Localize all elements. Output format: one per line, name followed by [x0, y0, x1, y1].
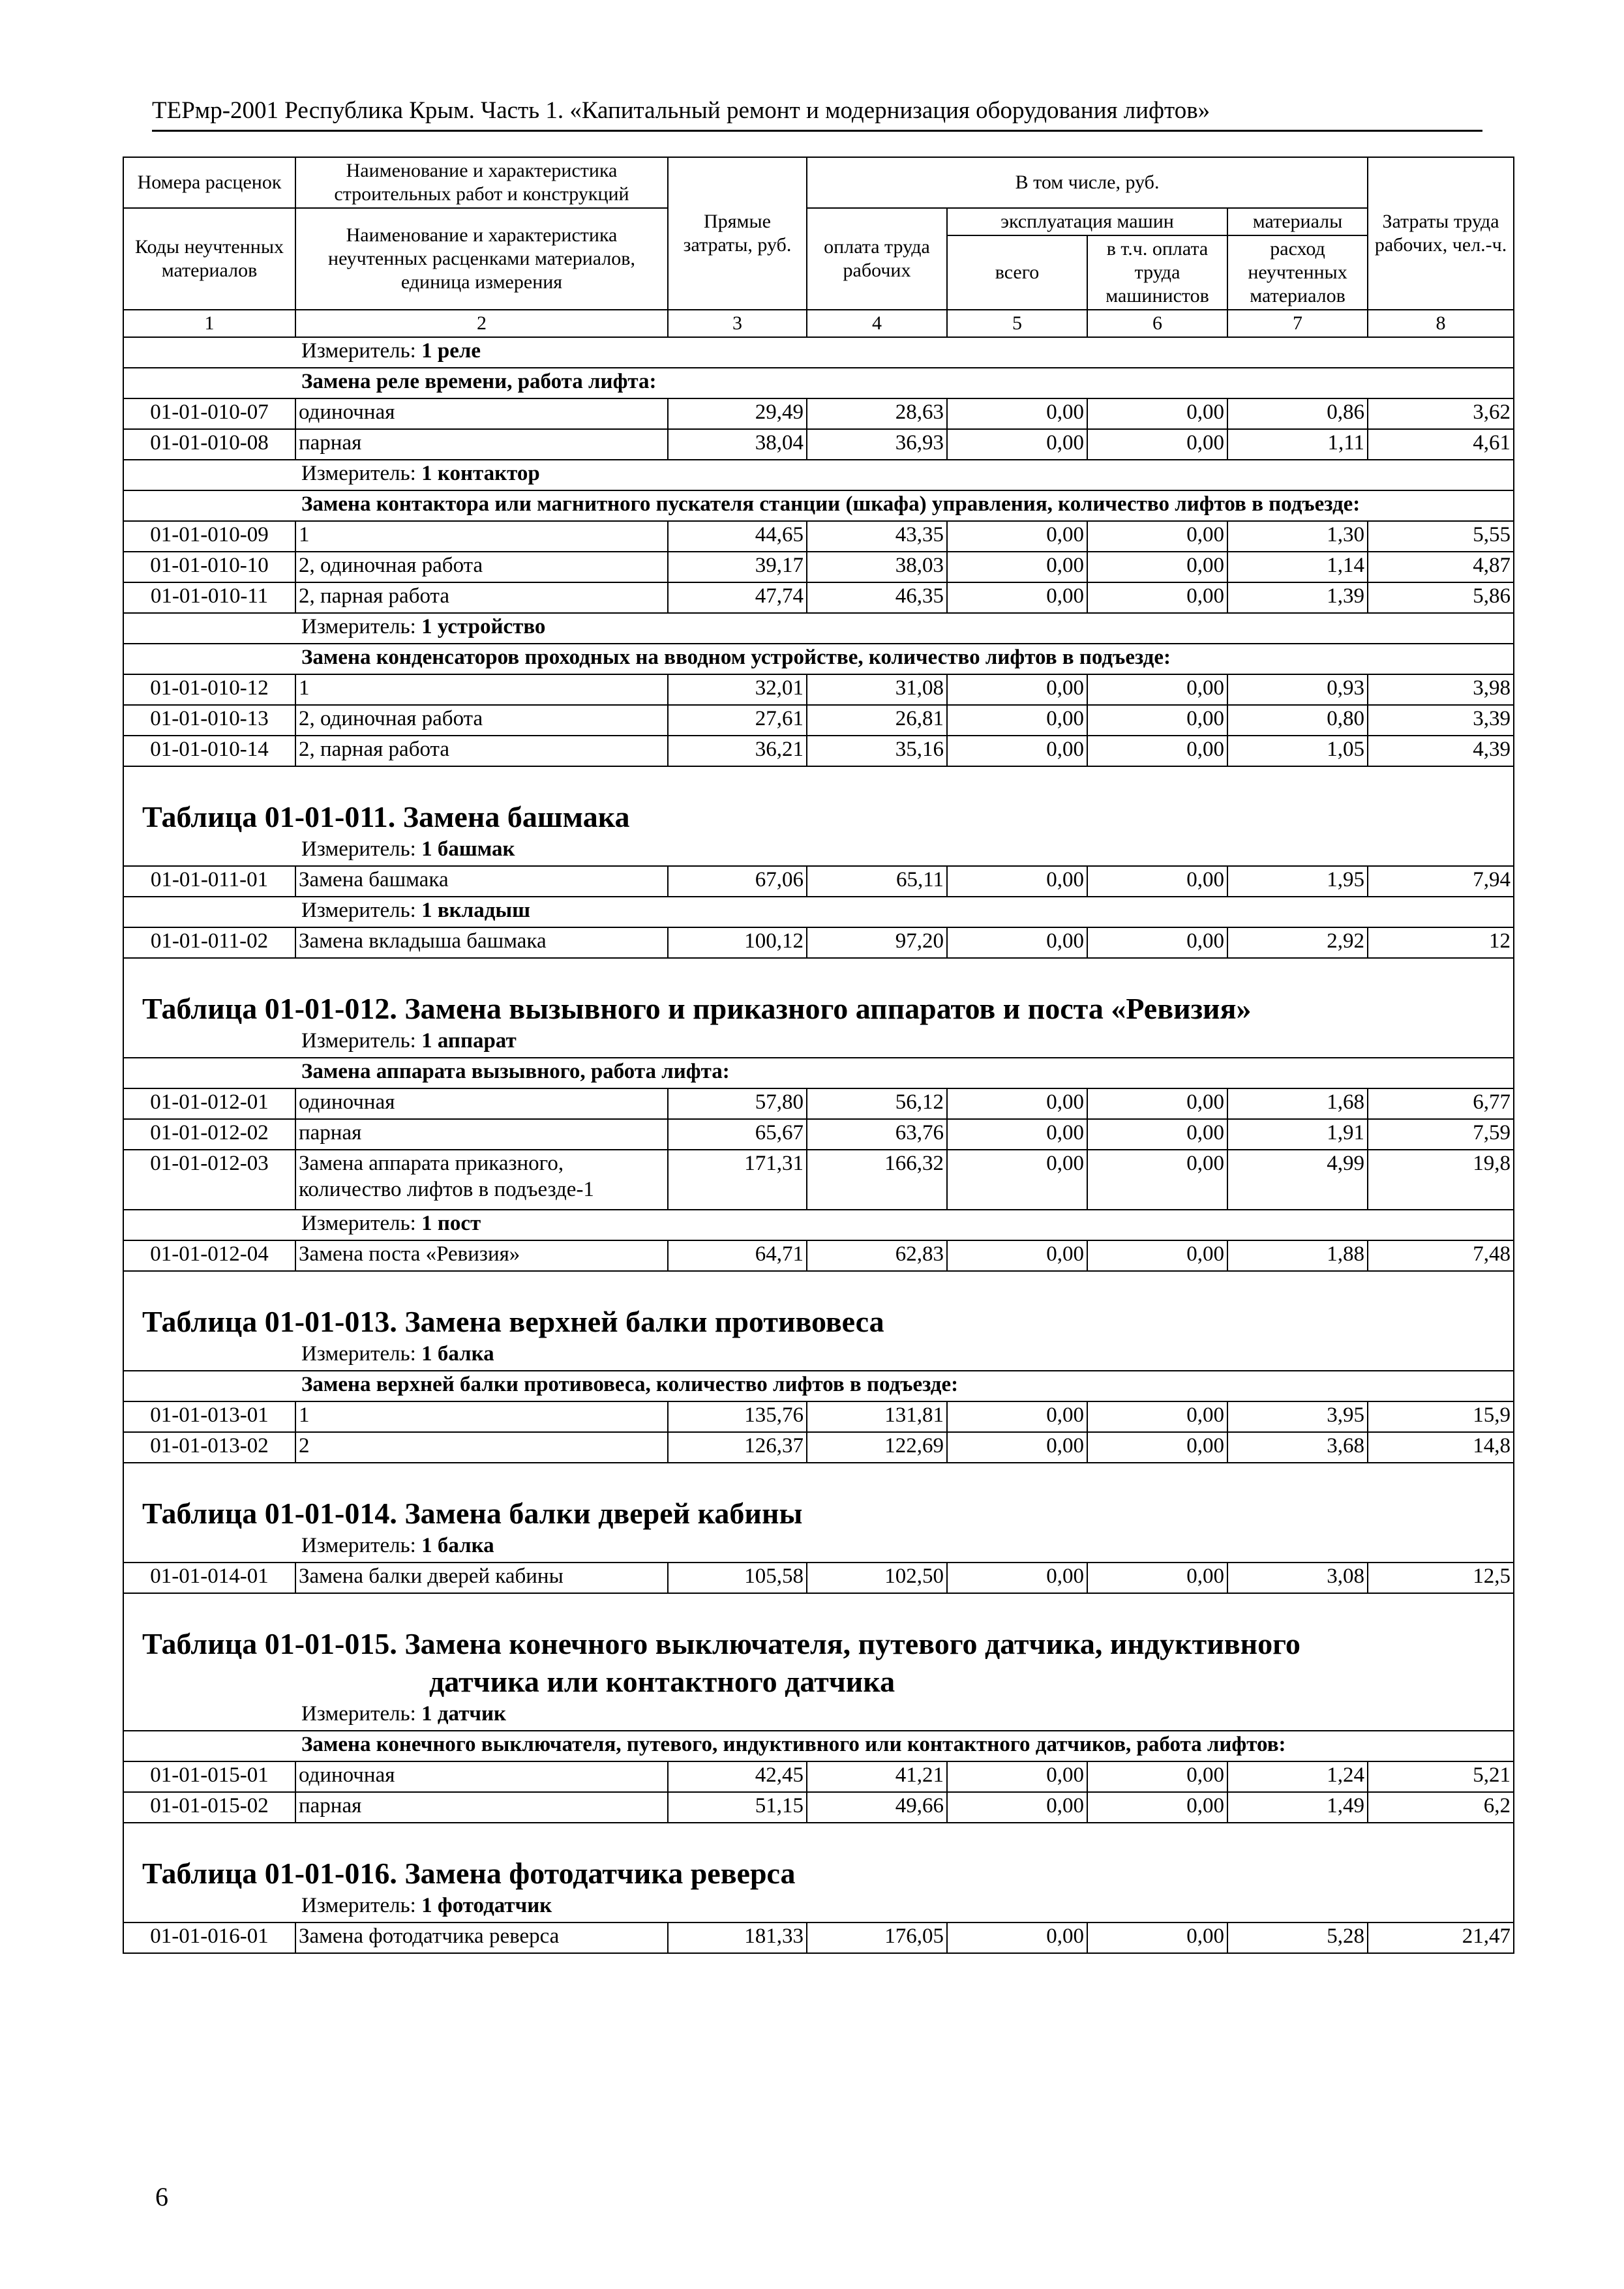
section-title-row: [123, 1593, 1514, 1701]
table-row: [123, 1792, 1514, 1823]
table-row: [123, 1088, 1514, 1119]
labor-hours: 4,87: [1368, 552, 1514, 582]
measure-row: [123, 836, 1514, 866]
rate-name: Замена аппарата приказного, количество лифтов в подъезде-1: [295, 1150, 668, 1210]
rate-code: 01-01-010-10: [123, 552, 295, 582]
measure-label: Измеритель:: [301, 1342, 416, 1366]
group-row: [123, 1058, 1514, 1088]
worker-pay: 131,81: [807, 1401, 947, 1432]
table-header: [123, 157, 1514, 337]
machines-total: 0,00: [947, 1432, 1087, 1463]
section-title-row: [123, 1823, 1514, 1893]
labor-hours: 12: [1368, 927, 1514, 958]
machines-total: 0,00: [947, 398, 1087, 429]
labor-hours: 7,94: [1368, 866, 1514, 897]
rates-document: [123, 157, 1513, 1954]
worker-pay: 26,81: [807, 705, 947, 736]
measure-row: [123, 1533, 1514, 1563]
table-row: [123, 866, 1514, 897]
measure-value: 1 реле: [421, 339, 481, 363]
direct-costs: 171,31: [668, 1150, 807, 1210]
rate-name: 2, парная работа: [295, 582, 668, 613]
table-row: [123, 1922, 1514, 1953]
header-direct-costs: Прямые затраты, руб.: [668, 157, 807, 310]
worker-pay: 49,66: [807, 1792, 947, 1823]
machines-total: 0,00: [947, 1761, 1087, 1792]
rate-name: 2, парная работа: [295, 736, 668, 766]
column-number: 1: [123, 310, 295, 337]
rate-name: парная: [295, 429, 668, 460]
table-011-title: Таблица 01-01-011. Замена башмака: [123, 766, 1514, 836]
direct-costs: 67,06: [668, 866, 807, 897]
rate-name: 2, одиночная работа: [295, 552, 668, 582]
worker-pay: 176,05: [807, 1922, 947, 1953]
machines-total: 0,00: [947, 705, 1087, 736]
rate-name: Замена вкладыша башмака: [295, 927, 668, 958]
rate-code: 01-01-012-04: [123, 1240, 295, 1271]
worker-pay: 43,35: [807, 521, 947, 552]
measure-label: Измеритель:: [301, 339, 416, 363]
measure-value: 1 устройство: [421, 615, 546, 638]
worker-pay: 56,12: [807, 1088, 947, 1119]
materials: 5,28: [1227, 1922, 1368, 1953]
direct-costs: 32,01: [668, 674, 807, 705]
measure-row: [123, 897, 1514, 927]
materials: 1,14: [1227, 552, 1368, 582]
measure-label: Измеритель:: [301, 1534, 416, 1557]
column-number: 7: [1227, 310, 1368, 337]
rate-code: 01-01-010-11: [123, 582, 295, 613]
table-row: [123, 736, 1514, 766]
table-row: [123, 927, 1514, 958]
rate-name: одиночная: [295, 1761, 668, 1792]
table-row: [123, 705, 1514, 736]
operator-pay: 0,00: [1087, 1088, 1227, 1119]
group-row: [123, 1371, 1514, 1401]
operator-pay: 0,00: [1087, 866, 1227, 897]
table-row: [123, 674, 1514, 705]
rate-code: 01-01-015-02: [123, 1792, 295, 1823]
direct-costs: 126,37: [668, 1432, 807, 1463]
direct-costs: 27,61: [668, 705, 807, 736]
table-016-title: Таблица 01-01-016. Замена фотодатчика реверса: [123, 1823, 1514, 1893]
rate-code: 01-01-010-14: [123, 736, 295, 766]
labor-hours: 7,59: [1368, 1119, 1514, 1150]
rate-code: 01-01-013-02: [123, 1432, 295, 1463]
operator-pay: 0,00: [1087, 1119, 1227, 1150]
rate-code: 01-01-010-12: [123, 674, 295, 705]
materials: 1,39: [1227, 582, 1368, 613]
machines-total: 0,00: [947, 1792, 1087, 1823]
operator-pay: 0,00: [1087, 429, 1227, 460]
header-machines-total: всего: [947, 235, 1087, 310]
direct-costs: 65,67: [668, 1119, 807, 1150]
measure-label: Измеритель:: [301, 462, 416, 485]
direct-costs: 51,15: [668, 1792, 807, 1823]
labor-hours: 6,2: [1368, 1792, 1514, 1823]
direct-costs: 64,71: [668, 1240, 807, 1271]
direct-costs: 39,17: [668, 552, 807, 582]
table-row: [123, 1401, 1514, 1432]
rate-name: 1: [295, 521, 668, 552]
machines-total: 0,00: [947, 1563, 1087, 1593]
column-number: 4: [807, 310, 947, 337]
column-number: 5: [947, 310, 1087, 337]
header-material-name: Наименование и характеристика неучтенных расценками материалов, единица измерения: [295, 208, 668, 310]
worker-pay: 97,20: [807, 927, 947, 958]
measure-value: 1 датчик: [421, 1702, 507, 1726]
machines-total: 0,00: [947, 1119, 1087, 1150]
machines-total: 0,00: [947, 927, 1087, 958]
machines-total: 0,00: [947, 1088, 1087, 1119]
materials: 1,68: [1227, 1088, 1368, 1119]
header-rate-numbers: Номера расценок: [123, 157, 295, 208]
labor-hours: 3,98: [1368, 674, 1514, 705]
rate-name: Замена башмака: [295, 866, 668, 897]
group-row: [123, 1731, 1514, 1761]
worker-pay: 122,69: [807, 1432, 947, 1463]
group-title: Замена реле времени, работа лифта:: [123, 368, 1514, 398]
labor-hours: 15,9: [1368, 1401, 1514, 1432]
direct-costs: 57,80: [668, 1088, 807, 1119]
worker-pay: 38,03: [807, 552, 947, 582]
worker-pay: 28,63: [807, 398, 947, 429]
rate-name: Замена балки дверей кабины: [295, 1563, 668, 1593]
materials: 1,95: [1227, 866, 1368, 897]
materials: 0,80: [1227, 705, 1368, 736]
worker-pay: 65,11: [807, 866, 947, 897]
measure-value: 1 пост: [421, 1212, 481, 1235]
worker-pay: 62,83: [807, 1240, 947, 1271]
group-title: Замена контактора или магнитного пускателя станции (шкафа) управления, количество лифтов в подъезде:: [123, 490, 1514, 521]
table-014-title: Таблица 01-01-014. Замена балки дверей кабины: [123, 1463, 1514, 1533]
header-worker-pay: оплата труда рабочих: [807, 208, 947, 310]
materials: 1,24: [1227, 1761, 1368, 1792]
measure-value: 1 фотодатчик: [421, 1894, 552, 1917]
operator-pay: 0,00: [1087, 1922, 1227, 1953]
column-number: 6: [1087, 310, 1227, 337]
materials: 0,93: [1227, 674, 1368, 705]
direct-costs: 36,21: [668, 736, 807, 766]
rate-code: 01-01-010-08: [123, 429, 295, 460]
labor-hours: 5,55: [1368, 521, 1514, 552]
section-title-row: [123, 958, 1514, 1028]
measure-row: [123, 1341, 1514, 1371]
measure-row: [123, 460, 1514, 490]
table-row: [123, 1119, 1514, 1150]
labor-hours: 12,5: [1368, 1563, 1514, 1593]
labor-hours: 4,39: [1368, 736, 1514, 766]
labor-hours: 3,62: [1368, 398, 1514, 429]
rate-code: 01-01-012-03: [123, 1150, 295, 1210]
operator-pay: 0,00: [1087, 582, 1227, 613]
header-machine-operation: эксплуатация машин: [947, 208, 1227, 235]
group-title: Замена конденсаторов проходных на вводном устройстве, количество лифтов в подъезде:: [123, 644, 1514, 674]
table-row: [123, 1240, 1514, 1271]
operator-pay: 0,00: [1087, 1761, 1227, 1792]
header-materials: материалы: [1227, 208, 1368, 235]
materials: 3,95: [1227, 1401, 1368, 1432]
table-015-title: [123, 1593, 1514, 1701]
worker-pay: 41,21: [807, 1761, 947, 1792]
rate-name: 2: [295, 1432, 668, 1463]
labor-hours: 7,48: [1368, 1240, 1514, 1271]
labor-hours: 5,21: [1368, 1761, 1514, 1792]
group-row: [123, 644, 1514, 674]
column-number: 2: [295, 310, 668, 337]
rate-code: 01-01-016-01: [123, 1922, 295, 1953]
rate-code: 01-01-011-01: [123, 866, 295, 897]
column-number: 8: [1368, 310, 1514, 337]
measure-label: Измеритель:: [301, 899, 416, 922]
worker-pay: 35,16: [807, 736, 947, 766]
machines-total: 0,00: [947, 1401, 1087, 1432]
measure-value: 1 контактор: [421, 462, 540, 485]
rate-code: 01-01-013-01: [123, 1401, 295, 1432]
machines-total: 0,00: [947, 866, 1087, 897]
materials: 2,92: [1227, 927, 1368, 958]
machines-total: 0,00: [947, 582, 1087, 613]
materials: 1,30: [1227, 521, 1368, 552]
measure-label: Измеритель:: [301, 1029, 416, 1053]
machines-total: 0,00: [947, 674, 1087, 705]
table-row: [123, 398, 1514, 429]
materials: 3,68: [1227, 1432, 1368, 1463]
direct-costs: 29,49: [668, 398, 807, 429]
page-header: ТЕРмр-2001 Республика Крым. Часть 1. «Капитальный ремонт и модернизация оборудования лифтов»: [152, 97, 1482, 132]
table-row: [123, 1432, 1514, 1463]
operator-pay: 0,00: [1087, 674, 1227, 705]
direct-costs: 135,76: [668, 1401, 807, 1432]
worker-pay: 46,35: [807, 582, 947, 613]
group-row: [123, 490, 1514, 521]
labor-hours: 21,47: [1368, 1922, 1514, 1953]
machines-total: 0,00: [947, 429, 1087, 460]
table-row: [123, 1150, 1514, 1210]
measure-label: Измеритель:: [301, 615, 416, 638]
labor-hours: 14,8: [1368, 1432, 1514, 1463]
worker-pay: 36,93: [807, 429, 947, 460]
operator-pay: 0,00: [1087, 1240, 1227, 1271]
direct-costs: 47,74: [668, 582, 807, 613]
table-015-title-line1: Таблица 01-01-015. Замена конечного выключателя, путевого датчика, индуктивного: [142, 1627, 1301, 1660]
rate-code: 01-01-010-09: [123, 521, 295, 552]
measure-row: [123, 1210, 1514, 1240]
table-row: [123, 1761, 1514, 1792]
materials: 1,05: [1227, 736, 1368, 766]
operator-pay: 0,00: [1087, 1401, 1227, 1432]
rate-code: 01-01-014-01: [123, 1563, 295, 1593]
materials: 1,49: [1227, 1792, 1368, 1823]
header-including: В том числе, руб.: [807, 157, 1368, 208]
materials: 3,08: [1227, 1563, 1368, 1593]
labor-hours: 4,61: [1368, 429, 1514, 460]
page-number: 6: [155, 2182, 168, 2211]
measure-row: [123, 1893, 1514, 1922]
operator-pay: 0,00: [1087, 1792, 1227, 1823]
rate-code: 01-01-012-01: [123, 1088, 295, 1119]
table-row: [123, 429, 1514, 460]
direct-costs: 42,45: [668, 1761, 807, 1792]
rate-code: 01-01-015-01: [123, 1761, 295, 1792]
header-material-codes: Коды неучтенных материалов: [123, 208, 295, 310]
group-row: [123, 368, 1514, 398]
operator-pay: 0,00: [1087, 521, 1227, 552]
header-work-name: Наименование и характеристика строительных работ и конструкций: [295, 157, 668, 208]
rate-code: 01-01-010-13: [123, 705, 295, 736]
machines-total: 0,00: [947, 552, 1087, 582]
rate-name: парная: [295, 1792, 668, 1823]
table-012-title: Таблица 01-01-012. Замена вызывного и приказного аппаратов и поста «Ревизия»: [123, 958, 1514, 1028]
machines-total: 0,00: [947, 1240, 1087, 1271]
table-row: [123, 1563, 1514, 1593]
group-title: Замена аппарата вызывного, работа лифта:: [123, 1058, 1514, 1088]
measure-label: Измеритель:: [301, 1894, 416, 1917]
measure-value: 1 балка: [421, 1342, 494, 1366]
measure-value: 1 вкладыш: [421, 899, 531, 922]
labor-hours: 6,77: [1368, 1088, 1514, 1119]
operator-pay: 0,00: [1087, 1563, 1227, 1593]
operator-pay: 0,00: [1087, 705, 1227, 736]
rate-name: одиночная: [295, 1088, 668, 1119]
direct-costs: 100,12: [668, 927, 807, 958]
direct-costs: 181,33: [668, 1922, 807, 1953]
rates-table: [123, 157, 1514, 1954]
measure-value: 1 балка: [421, 1534, 494, 1557]
operator-pay: 0,00: [1087, 927, 1227, 958]
machines-total: 0,00: [947, 521, 1087, 552]
machines-total: 0,00: [947, 736, 1087, 766]
rate-name: одиночная: [295, 398, 668, 429]
rate-code: 01-01-011-02: [123, 927, 295, 958]
labor-hours: 5,86: [1368, 582, 1514, 613]
machines-total: 0,00: [947, 1922, 1087, 1953]
column-numbers-row: [123, 310, 1514, 337]
table-015-title-line2: датчика или контактного датчика: [429, 1665, 895, 1698]
rate-code: 01-01-010-07: [123, 398, 295, 429]
table-row: [123, 552, 1514, 582]
section-title-row: [123, 1271, 1514, 1341]
rate-name: 1: [295, 674, 668, 705]
header-labor-costs: Затраты труда рабочих, чел.-ч.: [1368, 157, 1514, 310]
direct-costs: 38,04: [668, 429, 807, 460]
worker-pay: 63,76: [807, 1119, 947, 1150]
worker-pay: 31,08: [807, 674, 947, 705]
measure-label: Измеритель:: [301, 837, 416, 861]
direct-costs: 44,65: [668, 521, 807, 552]
rate-name: Замена фотодатчика реверса: [295, 1922, 668, 1953]
measure-label: Измеритель:: [301, 1212, 416, 1235]
measure-label: Измеритель:: [301, 1702, 416, 1726]
materials: 1,88: [1227, 1240, 1368, 1271]
header-unaccounted-materials: расход неучтенных материалов: [1227, 235, 1368, 310]
column-number: 3: [668, 310, 807, 337]
operator-pay: 0,00: [1087, 398, 1227, 429]
measure-row: [123, 1701, 1514, 1731]
section-title-row: [123, 766, 1514, 836]
rate-name: 2, одиночная работа: [295, 705, 668, 736]
rate-name: 1: [295, 1401, 668, 1432]
labor-hours: 19,8: [1368, 1150, 1514, 1210]
measure-row: [123, 1028, 1514, 1058]
table-row: [123, 582, 1514, 613]
materials: 1,91: [1227, 1119, 1368, 1150]
table-013-title: Таблица 01-01-013. Замена верхней балки противовеса: [123, 1271, 1514, 1341]
operator-pay: 0,00: [1087, 736, 1227, 766]
header-operator-pay: в т.ч. оплата труда машинистов: [1087, 235, 1227, 310]
operator-pay: 0,00: [1087, 1432, 1227, 1463]
rate-name: Замена поста «Ревизия»: [295, 1240, 668, 1271]
section-title-row: [123, 1463, 1514, 1533]
materials: 1,11: [1227, 429, 1368, 460]
worker-pay: 166,32: [807, 1150, 947, 1210]
operator-pay: 0,00: [1087, 552, 1227, 582]
machines-total: 0,00: [947, 1150, 1087, 1210]
direct-costs: 105,58: [668, 1563, 807, 1593]
materials: 4,99: [1227, 1150, 1368, 1210]
labor-hours: 3,39: [1368, 705, 1514, 736]
rate-name: парная: [295, 1119, 668, 1150]
rate-code: 01-01-012-02: [123, 1119, 295, 1150]
measure-value: 1 аппарат: [421, 1029, 517, 1053]
group-title: Замена конечного выключателя, путевого, индуктивного или контактного датчиков, работа лифтов:: [123, 1731, 1514, 1761]
measure-row: [123, 613, 1514, 644]
materials: 0,86: [1227, 398, 1368, 429]
measure-row: [123, 337, 1514, 368]
operator-pay: 0,00: [1087, 1150, 1227, 1210]
worker-pay: 102,50: [807, 1563, 947, 1593]
group-title: Замена верхней балки противовеса, количество лифтов в подъезде:: [123, 1371, 1514, 1401]
table-row: [123, 521, 1514, 552]
measure-value: 1 башмак: [421, 837, 515, 861]
